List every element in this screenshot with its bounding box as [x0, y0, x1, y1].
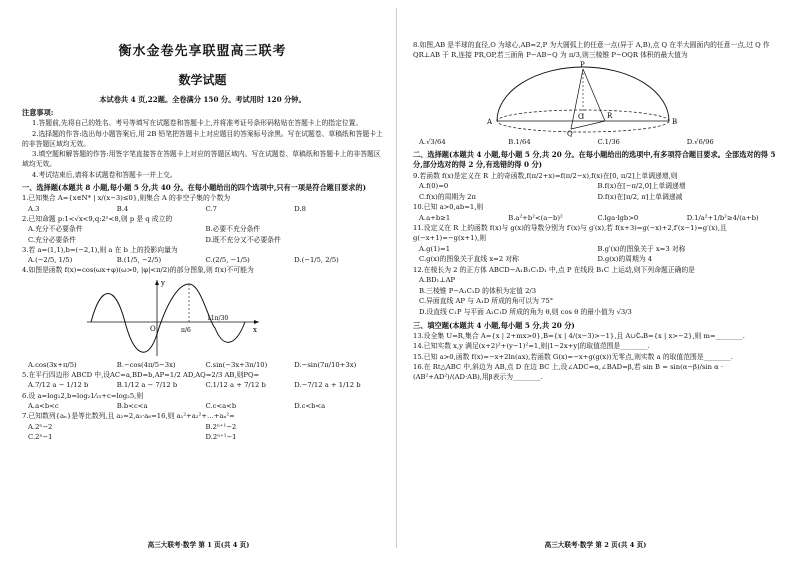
- option-row: [22, 401, 383, 411]
- option-row: [22, 432, 383, 442]
- notice-item: 1.答题前,先将自己的姓名、考号等填写在试题卷和答题卡上,并将准考证号条形码粘贴在答题卡上的指定位置。: [32, 119, 363, 128]
- option[interactable]: A.7/12 a − 1/12 b: [28, 381, 89, 390]
- option[interactable]: B.必要不充分条件: [205, 225, 261, 234]
- option[interactable]: C.c<a<b: [205, 401, 237, 410]
- option[interactable]: B.4: [116, 204, 129, 213]
- question-stem: 8.如图,AB 是半球的直径,O 为球心,AB=2,P 为大圆弧上的任意一点(异于 A,B),点 Q 在半大圆面内的任意一点,过 Q 作 QR⊥AB 于 R,连接 PR,OP,若三面角 P−AB−Q 为 π/3,则三棱锥 P−OQR 体积的最大值为: [413, 41, 770, 60]
- question-stem: 6.设 a=log₂2,b=log₂1⁄₁₅+c=log₂5,则: [22, 391, 144, 400]
- option[interactable]: D.(−1/5, 2/5): [294, 256, 339, 265]
- point-label: B: [672, 117, 678, 126]
- y-axis-label: y: [161, 278, 165, 287]
- question-stem: 12.在棱长为 2 的正方体 ABCD−A₁B₁C₁D₁ 中,点 P 在线段 B₁C 上运动,则下列命题正确的是: [413, 265, 695, 274]
- option[interactable]: A.充分不必要条件: [28, 225, 83, 234]
- option[interactable]: B.b<c<a: [116, 401, 148, 410]
- option[interactable]: A.√3/64: [419, 137, 446, 146]
- option[interactable]: A.2ⁿ−2: [28, 422, 53, 431]
- option[interactable]: D.c<b<a: [294, 401, 326, 410]
- page-footer: 高三大联考·数学 第 1 页(共 4 页): [147, 541, 250, 549]
- exam-page-2: [397, 0, 794, 561]
- option[interactable]: D.2ⁿ⁺¹−1: [205, 432, 237, 441]
- option[interactable]: B.g′(x)的图象关于 x=3 对称: [597, 244, 686, 253]
- option[interactable]: D.−sin(7π/10+3x): [294, 360, 357, 369]
- tick-label: 11π/30: [207, 314, 229, 322]
- option[interactable]: D.√6/96: [686, 137, 714, 146]
- option-row: [22, 204, 383, 214]
- option[interactable]: C.7: [205, 204, 217, 213]
- option[interactable]: C.(2/5, −1/5): [205, 256, 250, 265]
- option-row: [22, 360, 383, 370]
- question-stem: 15.已知 a>0,函数 f(x)=−x+2ln(ax),若函数 G(x)=−x+g(g(x))无零点,则实数 a 的取值范围是________.: [413, 352, 733, 361]
- hemisphere-figure: [483, 61, 683, 137]
- option-row: [22, 255, 383, 265]
- question-stem: 14.已知实数 x,y 满足(x+2)²+(y−1)²=1,则|1−2x+y|的取值范围是________.: [413, 342, 650, 351]
- option[interactable]: C.1/36: [597, 137, 620, 146]
- point-label: R: [607, 111, 613, 120]
- option[interactable]: D.g(x)的周期为 4: [597, 255, 653, 264]
- section-heading: 一、选择题(本题共 8 小题,每小题 5 分,共 40 分。在每小题给出的四个选项中,只有一项是符合题目要求的): [22, 183, 367, 193]
- page-footer: 高三大联考·数学 第 2 页(共 4 页): [544, 541, 647, 549]
- question-stem: 2.已知命题 p:1<√x<9,q:2ˣ<8,则 p 是 q 成立的: [22, 214, 173, 223]
- option-row: [22, 422, 383, 432]
- option[interactable]: A.cos(3x+π/5): [28, 360, 77, 369]
- option[interactable]: D.设直线 C₁P 与平面 A₁C₁D 所成的角为 θ,则 cos θ 的最小值为 √3/3: [419, 308, 632, 317]
- option-row: [413, 192, 776, 203]
- point-label: A: [487, 117, 493, 126]
- y-axis-arrow-icon: [155, 280, 159, 285]
- question-stem: 3.若 a=(1,1),b=(−2,1),则 a 在 b 上的投影向量为: [22, 245, 178, 254]
- option[interactable]: B.1/12 a − 7/12 b: [116, 381, 178, 390]
- option-row: [22, 224, 383, 234]
- option[interactable]: A.a<b<c: [28, 401, 59, 410]
- x-axis-arrow-icon: [254, 320, 259, 324]
- option[interactable]: D.1/a²+1/b²≥4/(a+b): [686, 213, 759, 222]
- option[interactable]: B.−cos(4π/5−3x): [116, 360, 176, 369]
- option[interactable]: D.8: [294, 204, 306, 213]
- question-stem: 7.已知数列{aₙ}是等比数列,且 a₂=2,a₃·a₆=16,则 a₁²+a₂²+…+aₙ²=: [22, 412, 235, 421]
- question-stem: 10.已知 a>0,ab=1,则: [413, 203, 484, 212]
- option-row: [22, 380, 383, 390]
- point-label: O: [578, 112, 584, 121]
- option[interactable]: C.lga·lgb>0: [597, 213, 639, 222]
- option[interactable]: B.三棱锥 P−A₁C₁D 的体积为定值 2/3: [419, 286, 537, 295]
- notice-item: 4.考试结束后,请将本试题卷和答题卡一并上交。: [32, 170, 177, 179]
- section-heading: 二、选择题(本题共 4 小题,每小题 5 分,共 20 分。在每小题给出的选项中,有多项符合题目要求。全部选对的得 5 分,部分选对的得 2 分,有选错的得 0 分): [413, 150, 776, 170]
- option[interactable]: B.1/64: [508, 137, 531, 146]
- option-row: [413, 181, 776, 192]
- origin-label: O: [150, 324, 156, 333]
- option[interactable]: C.f(x)的周期为 2π: [419, 192, 476, 201]
- point-label: P: [580, 60, 585, 69]
- exam-title: 衡水金卷先享联盟高三联考: [118, 44, 287, 59]
- option[interactable]: B.f(x)在[−π/2,0]上单调递增: [597, 182, 686, 191]
- option-row: [22, 235, 383, 245]
- notice-item: 2.选择题的作答:选出每小题答案后,用 2B 铅笔把答题卡上对应题目的答案标号涂黑。写在试题卷、草稿纸和答题卡上的非答题区域均无效。: [22, 129, 383, 148]
- option[interactable]: C.sin(−3x+3π/10): [205, 360, 268, 369]
- option[interactable]: A.g(1)=1: [419, 244, 451, 253]
- option[interactable]: B.2ⁿ⁺¹−2: [205, 422, 237, 431]
- option[interactable]: C.1/12 a + 7/12 b: [205, 381, 266, 390]
- exam-subtitle: 数学试题: [178, 73, 227, 87]
- option[interactable]: A.(−2/5, 1/5): [28, 256, 73, 265]
- question-stem: 5.在平行四边形 ABCD 中,设AC=a,BD=b,AP=1/2 AD,AQ=2/3 AB,则PQ=: [22, 371, 260, 380]
- option-row: [413, 137, 776, 148]
- option-row: [413, 254, 776, 265]
- cosine-graph: [77, 276, 267, 360]
- option[interactable]: C.g(x)的图象关于直线 x=2 对称: [419, 255, 519, 264]
- question-stem: 1.已知集合 A={x∈N* | x/(x−3)≤0},则集合 A 的非空子集的个数为: [22, 194, 231, 203]
- option[interactable]: A.3: [28, 204, 40, 213]
- segment-qr: [571, 121, 605, 129]
- x-axis-label: x: [253, 325, 257, 334]
- question-stem: 9.若函数 f(x)是定义在 R 上的奇函数,f(π/2+x)=f(π/2−x),f(x)在[0, π/2]上单调递增,则: [413, 171, 678, 180]
- option[interactable]: D.−7/12 a + 1/12 b: [294, 381, 361, 390]
- option-row: [413, 244, 776, 255]
- option[interactable]: C.异面直线 AP 与 A₁D 所成的角可以为 75°: [419, 297, 554, 306]
- option[interactable]: D.既不充分又不必要条件: [205, 235, 281, 244]
- question-stem: 16.在 Rt△ABC 中,斜边为 AB,点 D 在边 BC 上,设∠ADC=α,∠BAD=β,若 sin B = sin(α−β)/sin α · (AB²+AD²)/(AD·AB),用β表示为________.: [413, 362, 724, 382]
- question-stem: 13.设全集 U=R,集合 A={x | 2+mx>0},B={x | 4/(x−3)>−1},且 A∪∁ᵤB={x | x>−2},则 m=________.: [413, 331, 745, 340]
- section-heading: 三、填空题(本题共 4 小题,每小题 5 分,共 20 分): [413, 320, 575, 330]
- option[interactable]: B.a²+b²<(a−b)²: [508, 213, 563, 222]
- option-row: [413, 213, 776, 224]
- option[interactable]: B.(1/5, −2/5): [116, 256, 162, 265]
- segment-pr: [583, 69, 605, 121]
- notice-heading: 注意事项:: [22, 108, 54, 117]
- notice-item: 3.填空题和解答题的作答:用签字笔直接答在答题卡上对应的答题区域内。写在试题卷、草稿纸和答题卡上的非答题区域均无效。: [22, 150, 381, 169]
- option[interactable]: A.f(0)=0: [419, 182, 449, 191]
- option[interactable]: A.a+b≥1: [419, 213, 451, 222]
- option[interactable]: C.充分必要条件: [28, 235, 76, 244]
- tick-label: π/6: [181, 326, 191, 334]
- question-stem: 4.如图是函数 f(x)=cos(ωx+φ)(ω>0, |φ|<π/2)的部分图象,则 f(x)不可能为: [22, 266, 254, 275]
- option[interactable]: A.BD₁⊥AP: [419, 276, 456, 285]
- option[interactable]: D.f(x)在[π/2, π]上单调递减: [597, 192, 683, 201]
- option[interactable]: C.2ⁿ−1: [28, 432, 53, 441]
- point-label: Q: [567, 129, 573, 137]
- question-stem: 11.设定义在 R 上的函数 f(x)与 g(x)的导数分别为 f′(x)与 g′(x),若 f(x+3)=g(−x)+2,f′(x−1)=g′(x),且 g(−x+1)=−g(x+1),则: [413, 224, 727, 243]
- exam-info: 本试卷共 4 页,22题。全卷满分 150 分。考试用时 120 分钟。: [99, 95, 306, 104]
